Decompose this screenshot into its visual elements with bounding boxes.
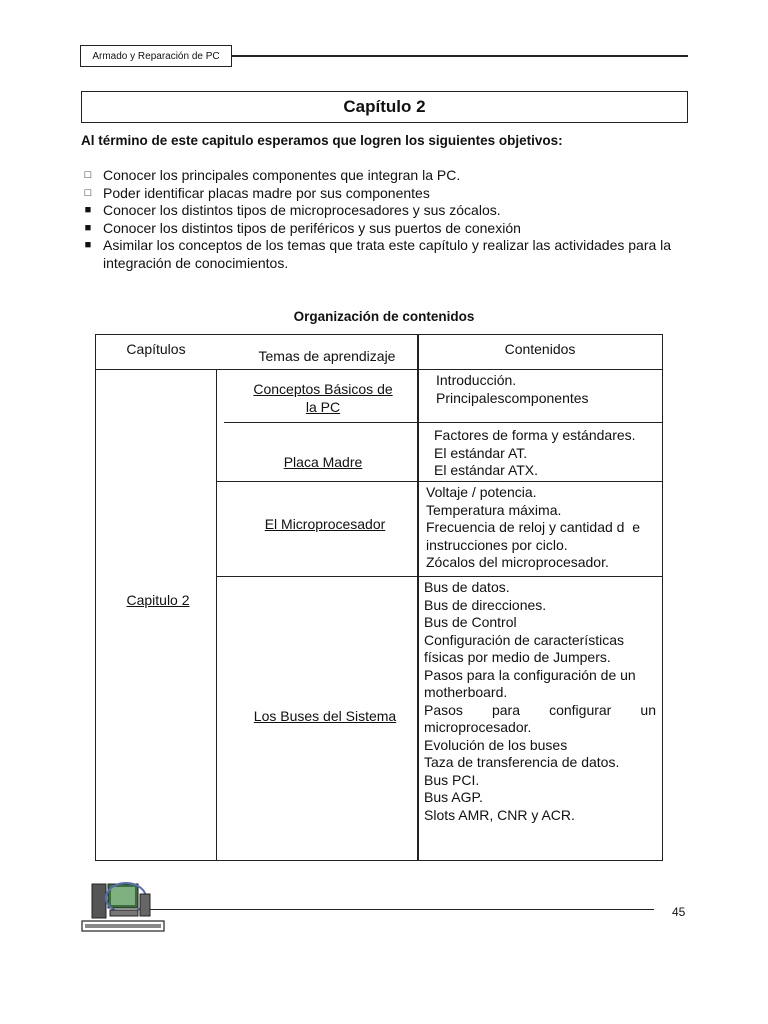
chapter-cell bbox=[112, 592, 204, 610]
header-topics: Temas de aprendizaje bbox=[258, 348, 396, 364]
content-item: instrucciones por ciclo. bbox=[426, 536, 568, 553]
bullet-marker: ■ bbox=[84, 204, 92, 216]
table-divider bbox=[216, 576, 663, 577]
content-item: Bus PCI. bbox=[424, 771, 480, 788]
page-number: 45 bbox=[672, 905, 686, 919]
bullet-marker: ■ bbox=[84, 221, 92, 234]
objective-text: Conocer los distintos tipos de microprocesadores y sus zócalos. bbox=[103, 202, 501, 218]
chapter-title: Capítulo 2 bbox=[343, 97, 426, 116]
content-item: microprocesador. bbox=[424, 719, 532, 735]
topic-buses: Los Buses del Sistema bbox=[253, 708, 397, 724]
table-divider bbox=[216, 481, 663, 482]
contents-basics bbox=[436, 372, 589, 407]
content-item: Factores de forma y estándares. bbox=[434, 427, 636, 443]
contents-cpu bbox=[426, 484, 664, 572]
topic-basics: Conceptos Básicos de la PC bbox=[253, 381, 393, 415]
content-item: El estándar AT. bbox=[434, 444, 528, 461]
content-item: El estándar ATX. bbox=[434, 462, 539, 478]
content-item: Temperatura máxima. bbox=[426, 501, 562, 518]
objectives-intro: Al término de este capitulo esperamos que logren los siguientes objetivos: bbox=[81, 133, 563, 148]
objective-text: Asimilar los conceptos de los temas que trata este capítulo y realizar las actividades para la integración de conocimientos. bbox=[103, 237, 672, 271]
chapter-name: Capitulo 2 bbox=[126, 592, 190, 608]
objective-text: Poder identificar placas madre por sus componentes bbox=[103, 184, 430, 201]
objective-item bbox=[81, 185, 693, 203]
content-item: motherboard. bbox=[424, 684, 508, 700]
content-item: Pasos para la configuración de un bbox=[424, 666, 636, 683]
content-item: Bus de datos. bbox=[424, 579, 510, 595]
topic-cpu: El Microprocesador bbox=[264, 516, 386, 532]
objective-item bbox=[81, 220, 693, 238]
content-item: Pasos para configurar un bbox=[424, 701, 656, 718]
objective-text: Conocer los distintos tipos de periféricos y sus puertos de conexión bbox=[103, 219, 521, 236]
contents-buses bbox=[424, 579, 656, 824]
footer-rule bbox=[150, 909, 654, 910]
content-item: Bus de Control bbox=[424, 614, 517, 630]
topic-motherboard: Placa Madre bbox=[283, 454, 363, 470]
content-item: Taza de transferencia de datos. bbox=[424, 754, 620, 770]
table-divider bbox=[95, 369, 663, 370]
contents-motherboard bbox=[434, 427, 636, 480]
objective-item bbox=[81, 237, 693, 272]
table-divider bbox=[216, 370, 217, 861]
table-divider bbox=[224, 422, 663, 423]
bullet-marker: □ bbox=[84, 169, 92, 181]
objectives-list bbox=[81, 167, 693, 272]
content-item: Introducción. bbox=[436, 372, 517, 388]
header-rule bbox=[232, 55, 688, 57]
organization-title: Organización de contenidos bbox=[293, 309, 475, 324]
content-item: Bus de direcciones. bbox=[424, 596, 547, 613]
content-item: Principalescomponentes bbox=[436, 389, 589, 406]
content-item: Frecuencia de reloj y cantidad d e bbox=[426, 519, 641, 535]
content-item: Zócalos del microprocesador. bbox=[426, 554, 609, 570]
content-item: Configuración de características bbox=[424, 631, 624, 648]
chapter-title-box bbox=[81, 91, 688, 123]
table-divider bbox=[417, 334, 419, 861]
book-title-box bbox=[80, 45, 232, 67]
content-item: Slots AMR, CNR y ACR. bbox=[424, 806, 575, 823]
content-item: Evolución de los buses bbox=[424, 736, 568, 753]
objective-text: Conocer los principales componentes que integran la PC. bbox=[103, 167, 461, 183]
bullet-marker: □ bbox=[84, 186, 92, 199]
computer-logo-icon bbox=[80, 880, 166, 932]
content-item: Bus AGP. bbox=[424, 789, 483, 805]
header-contents: Contenidos bbox=[504, 341, 576, 357]
bullet-marker: ■ bbox=[84, 239, 92, 251]
book-title: Armado y Reparación de PC bbox=[92, 51, 220, 62]
content-item: Voltaje / potencia. bbox=[426, 484, 537, 500]
header-chapters: Capítulos bbox=[126, 341, 186, 357]
objective-item bbox=[81, 167, 693, 185]
content-item: físicas por medio de Jumpers. bbox=[424, 649, 611, 665]
objective-item bbox=[81, 202, 693, 220]
